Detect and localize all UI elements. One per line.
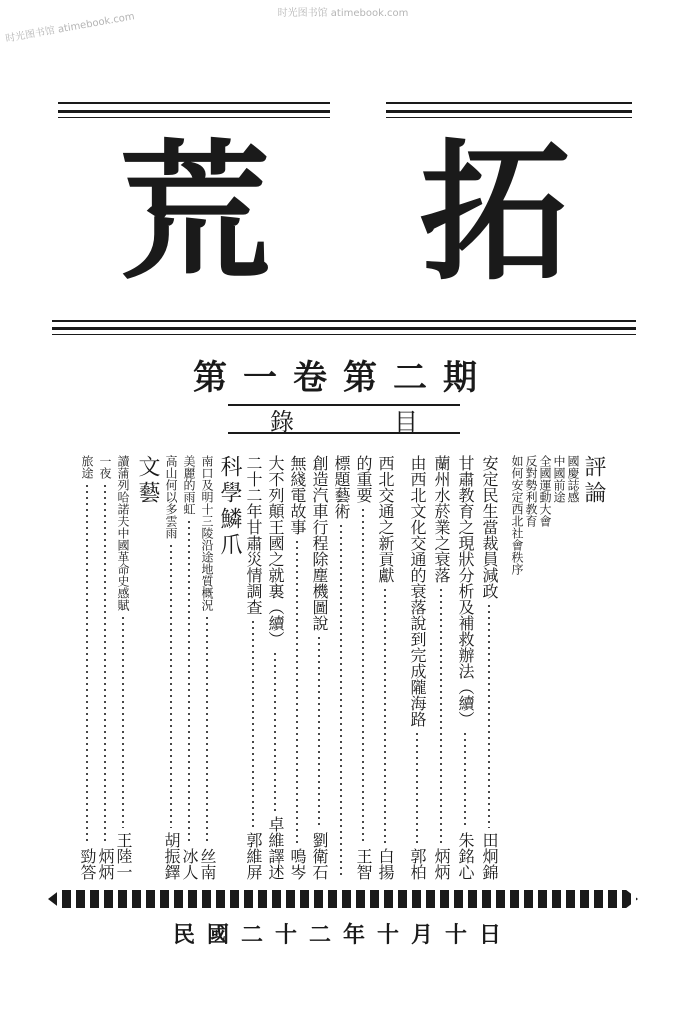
toc-entry-title: 西北交通之新貢獻 bbox=[376, 455, 395, 583]
toc-entry-title: 一夜 bbox=[98, 455, 112, 479]
toc-entry-title: 安定民生當裁員減政 bbox=[480, 455, 499, 599]
toc-entry bbox=[478, 455, 500, 880]
toc-leader-dots bbox=[206, 615, 208, 844]
toc-entry bbox=[406, 455, 428, 880]
toc-heading-left: 錄 bbox=[270, 407, 294, 436]
mid-rule-3 bbox=[52, 334, 636, 335]
watermark-top: 时光图书馆 atimebook.com bbox=[277, 8, 409, 19]
volume-issue: 第一卷第二期 bbox=[193, 358, 493, 398]
toc-leader-dots bbox=[362, 507, 364, 844]
toc-entry bbox=[374, 455, 396, 880]
toc-entry bbox=[180, 455, 198, 880]
toc-entry bbox=[242, 455, 264, 880]
toc-leader-dots bbox=[440, 587, 442, 844]
top-rule-right-2 bbox=[386, 110, 632, 113]
masthead-char-right: 拓 bbox=[419, 125, 570, 301]
toc-entry-title: 國慶誌感 bbox=[566, 455, 580, 503]
decorative-border bbox=[48, 890, 638, 908]
toc-leader-dots bbox=[122, 615, 124, 828]
toc-leader-dots bbox=[252, 619, 254, 828]
toc-entry-author: 白揚 bbox=[376, 848, 395, 880]
top-rule-left-2 bbox=[58, 110, 330, 113]
toc-leader-dots bbox=[188, 519, 190, 844]
masthead-title bbox=[120, 118, 570, 308]
toc-leader-dots bbox=[488, 603, 490, 828]
section-heading-literature: 文藝 bbox=[135, 455, 160, 507]
top-rule-right-1 bbox=[386, 102, 632, 104]
toc-entry-title: 全國運動大會 bbox=[538, 455, 552, 527]
toc-entry-author: 胡振鐸 bbox=[162, 832, 181, 880]
toc-entry-author: 郭維屏 bbox=[244, 832, 263, 880]
toc-entry-author: 郭柏 bbox=[408, 848, 427, 880]
toc-entry-title: 的重要 bbox=[354, 455, 373, 503]
toc-leader-dots bbox=[274, 651, 276, 812]
toc-entry-author: 丝南 bbox=[198, 848, 217, 880]
toc-entry-title: 旅途 bbox=[80, 455, 94, 479]
watermark-side: 时光图书馆 atimebook.com bbox=[4, 11, 136, 45]
toc-entry bbox=[430, 455, 452, 880]
section-heading-review: 評論 bbox=[581, 455, 606, 507]
toc-entry-author: 田炯錦 bbox=[480, 832, 499, 880]
toc-entry-title: 讀蒲列哈諾夫中國革命史感賦 bbox=[116, 455, 130, 611]
toc-leader-dots bbox=[170, 543, 172, 828]
toc-entry bbox=[78, 455, 96, 880]
toc-entry bbox=[96, 455, 114, 880]
toc-entry-author: 炳炳 bbox=[96, 848, 115, 880]
toc-entry-title: 反對勢利教育 bbox=[524, 455, 538, 527]
toc-leader-dots bbox=[384, 587, 386, 844]
toc-entry-title: 由西北文化交通的衰落說到完成隴海路 bbox=[408, 455, 427, 727]
toc-entry-title: 大不列顛王國之就裏（續） bbox=[266, 455, 285, 647]
toc-entry-author: 劉衛石 bbox=[310, 832, 329, 880]
section-heading-science: 科學鱗爪 bbox=[217, 455, 242, 559]
mid-rule-1 bbox=[52, 320, 636, 322]
toc-leader-dots bbox=[318, 635, 320, 828]
toc-heading bbox=[228, 404, 460, 434]
toc-heading-right: 目 bbox=[394, 407, 418, 436]
toc-leader-dots bbox=[104, 483, 106, 844]
toc-entry-author: 卓維譯述 bbox=[266, 816, 285, 880]
toc-entry-author: 炳炳 bbox=[432, 848, 451, 880]
masthead-char-left: 荒 bbox=[120, 125, 271, 301]
toc-leader-dots bbox=[416, 731, 418, 844]
toc-entry-title: 蘭州水菸業之衰落 bbox=[432, 455, 451, 583]
toc-leader-dots bbox=[86, 483, 88, 844]
toc-entry-title: 標題藝術 bbox=[332, 455, 351, 519]
toc-entry-author: 冰人 bbox=[180, 848, 199, 880]
toc-entry bbox=[198, 455, 216, 880]
table-of-contents bbox=[76, 455, 610, 880]
toc-entry bbox=[330, 455, 352, 880]
toc-entry-title: 二十二年甘肅災情調查 bbox=[244, 455, 263, 615]
toc-leader-dots bbox=[464, 731, 466, 828]
toc-entry bbox=[162, 455, 180, 880]
mid-rule-2 bbox=[52, 327, 636, 330]
toc-entry-author: 勁答 bbox=[78, 848, 97, 880]
toc-entry-title: 甘肅教育之現狀分析及補救辦法（續） bbox=[456, 455, 475, 727]
toc-entry-title: 高山何以多雲雨 bbox=[164, 455, 178, 539]
toc-entry-title: 創造汽車行程除塵機圖說 bbox=[310, 455, 329, 631]
toc-entry bbox=[286, 455, 308, 880]
toc-entry-author: 朱銘心 bbox=[456, 832, 475, 880]
toc-leader-dots bbox=[296, 539, 298, 844]
toc-entry bbox=[114, 455, 132, 880]
toc-entry-title: 南口及明十三陵沿途地質概況 bbox=[200, 455, 214, 611]
toc-entry-title: 無綫電故事 bbox=[288, 455, 307, 535]
toc-entry-author: 鳴岑 bbox=[288, 848, 307, 880]
toc-entry-title: 如何安定西北社會秩序 bbox=[510, 455, 524, 575]
toc-entry bbox=[352, 455, 374, 880]
toc-leader-dots bbox=[340, 523, 342, 876]
top-rule-left-1 bbox=[58, 102, 330, 104]
toc-entry bbox=[308, 455, 330, 880]
toc-entry-author: 王陸一 bbox=[114, 832, 133, 880]
publication-date: 民國二十二年十月十日 bbox=[172, 922, 513, 948]
toc-entry-title: 中國前途 bbox=[552, 455, 566, 503]
toc-entry bbox=[264, 455, 286, 880]
toc-entry-title: 美麗的雨虹 bbox=[182, 455, 196, 515]
toc-entry bbox=[454, 455, 476, 880]
toc-entry-author: 王智 bbox=[354, 848, 373, 880]
